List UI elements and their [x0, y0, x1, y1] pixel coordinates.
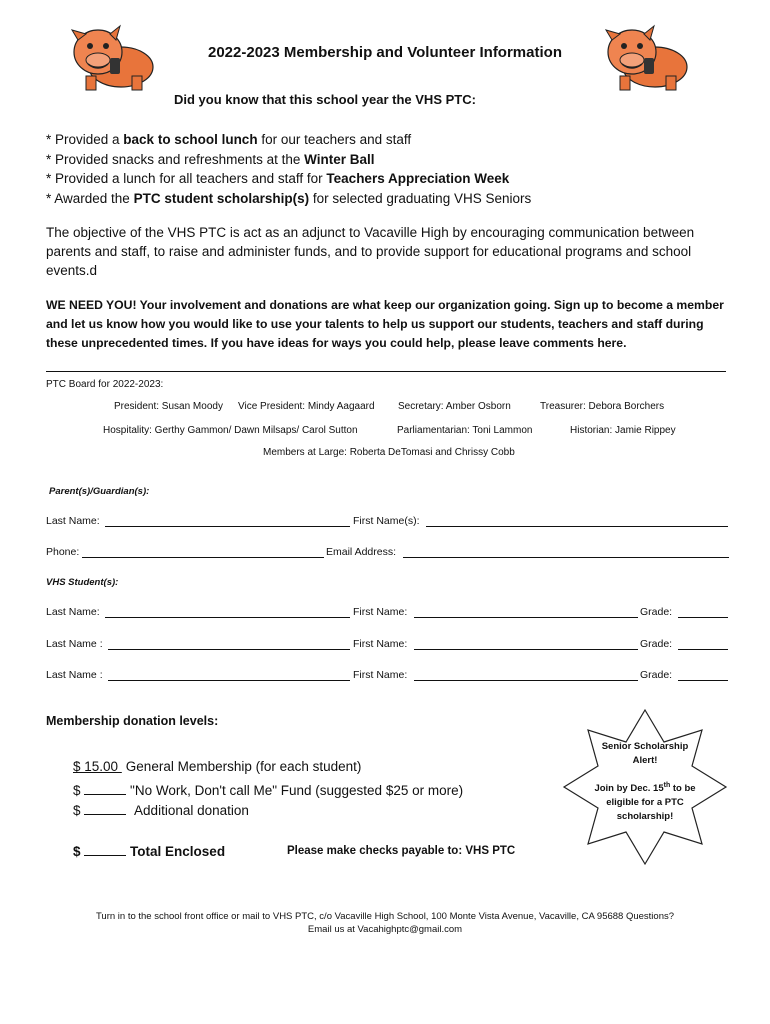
student-first-name-field[interactable]	[414, 608, 638, 618]
parent-first-names-label: First Name(s):	[353, 515, 420, 527]
student-grade-field[interactable]	[678, 640, 728, 650]
additional-donation-label: Additional donation	[134, 803, 249, 818]
student-last-name-label: Last Name :	[46, 638, 103, 650]
email-field[interactable]	[403, 548, 729, 558]
scholarship-alert-title: Senior Scholarship Alert!	[601, 741, 689, 766]
board-members-at-large: Members at Large: Roberta DeTomasi and Chrissy Cobb	[263, 447, 515, 458]
parents-section-heading: Parent(s)/Guardian(s):	[49, 486, 150, 497]
student-grade-field[interactable]	[678, 671, 728, 681]
divider	[46, 371, 726, 372]
list-item: * Provided a lunch for all teachers and staff for Teachers Appreciation Week	[46, 171, 510, 186]
student-grade-field[interactable]	[678, 608, 728, 618]
parent-first-names-field[interactable]	[426, 517, 728, 527]
scholarship-alert-body: Join by Dec. 15th to be eligible for a PTC scholarship!	[594, 782, 696, 823]
parent-last-name-label: Last Name:	[46, 515, 100, 527]
student-last-name-field[interactable]	[108, 671, 350, 681]
footer-email: Email us at Vacahighptc@gmail.com	[307, 924, 463, 935]
total-enclosed-label: Total Enclosed	[130, 844, 226, 859]
board-parliamentarian: Parliamentarian: Toni Lammon	[397, 425, 533, 436]
student-grade-label: Grade:	[640, 638, 673, 650]
objective-paragraph: The objective of the VHS PTC is act as an adjunct to Vacaville High by encouraging communication between parents and staff, to raise and administer funds, and to provide support for educational programs and school events.d	[46, 225, 695, 278]
parent-last-name-field[interactable]	[105, 517, 350, 527]
we-need-you-paragraph: WE NEED YOU! Your involvement and donations are what keep our organization going. Sign up to become a member and let us know how you would like to use your talents to help us support our students, teachers and staff during these unprecedented times. If you have ideas for ways you could help, please leave comments here.	[46, 298, 724, 350]
total-enclosed-row	[73, 843, 225, 859]
list-item: * Provided a back to school lunch for our teachers and staff	[46, 132, 412, 147]
phone-label: Phone:	[46, 546, 80, 558]
donation-levels-heading: Membership donation levels:	[46, 714, 219, 728]
dollar-sign: $	[73, 783, 81, 798]
did-you-know-heading: Did you know that this school year the VHS PTC:	[174, 92, 476, 107]
list-item: * Provided snacks and refreshments at the Winter Ball	[46, 151, 375, 167]
additional-donation-option[interactable]	[73, 802, 249, 818]
page-title: 2022-2023 Membership and Volunteer Information	[208, 44, 562, 61]
board-title: PTC Board for 2022-2023:	[46, 379, 164, 390]
board-historian: Historian: Jamie Rippey	[570, 425, 676, 436]
nowork-fund-label: "No Work, Don't call Me" Fund (suggested $25 or more)	[130, 783, 464, 798]
general-membership-label: General Membership (for each student)	[125, 759, 362, 774]
nowork-fund-option[interactable]	[73, 782, 463, 798]
footer-note	[40, 910, 730, 936]
scholarship-alert	[592, 740, 698, 824]
board-vice-president: Vice President: Mindy Aagaard	[238, 401, 375, 412]
footer-address: Turn in to the school front office or mail to VHS PTC, c/o Vacaville High School, 100 Monte Vista Avenue, Vacaville, CA 95688 Questions?	[95, 911, 675, 922]
student-last-name-label: Last Name:	[46, 606, 100, 618]
checks-payable-note: Please make checks payable to: VHS PTC	[287, 845, 516, 857]
board-president: President: Susan Moody	[114, 401, 223, 412]
board-treasurer: Treasurer: Debora Borchers	[540, 401, 665, 412]
general-membership-amount: $ 15.00	[73, 759, 122, 774]
student-last-name-field[interactable]	[108, 640, 350, 650]
student-last-name-label: Last Name :	[46, 669, 103, 681]
student-grade-label: Grade:	[640, 669, 673, 681]
board-hospitality: Hospitality: Gerthy Gammon/ Dawn Milsaps/ Carol Sutton	[103, 425, 358, 436]
nowork-amount-field[interactable]	[84, 782, 126, 795]
board-secretary: Secretary: Amber Osborn	[398, 401, 511, 412]
students-section-heading: VHS Student(s):	[46, 577, 119, 588]
additional-amount-field[interactable]	[84, 802, 126, 815]
student-first-name-label: First Name:	[353, 606, 408, 618]
student-first-name-field[interactable]	[414, 671, 638, 681]
bulldog-mascot-left	[66, 22, 158, 92]
student-last-name-field[interactable]	[105, 608, 350, 618]
list-item: * Awarded the PTC student scholarship(s) for selected graduating VHS Seniors	[46, 190, 532, 206]
total-amount-field[interactable]	[84, 843, 126, 856]
dollar-sign: $	[73, 803, 81, 818]
email-label: Email Address:	[326, 546, 397, 558]
student-first-name-label: First Name:	[353, 638, 408, 650]
phone-field[interactable]	[82, 548, 324, 558]
accomplishments-list	[46, 130, 531, 208]
general-membership-option[interactable]	[73, 759, 361, 774]
student-first-name-field[interactable]	[414, 640, 638, 650]
student-grade-label: Grade:	[640, 606, 673, 618]
dollar-sign: $	[73, 844, 81, 859]
student-first-name-label: First Name:	[353, 669, 408, 681]
